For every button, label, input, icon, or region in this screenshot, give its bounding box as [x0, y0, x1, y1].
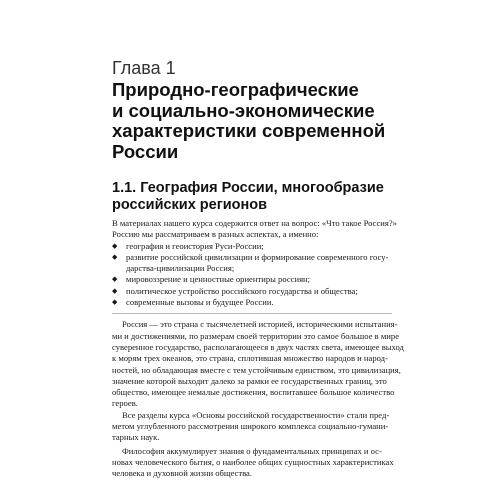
paragraph-line: метом углубленного рассмотрения широкого комплекса социально-гумани-: [112, 421, 389, 432]
list-item-text: политическое устройство российского государства и общества;: [126, 285, 358, 296]
top-rule: [112, 313, 392, 314]
box-line: Россия — это страна с тысячелетней историей, историческими испытания-: [122, 319, 398, 330]
box-line: героев.: [112, 398, 138, 409]
chapter-title-line: Природно-географические: [112, 79, 359, 100]
chapter-title-line: России: [112, 140, 179, 162]
section-title-line: 1.1. География России, многообразие: [112, 180, 384, 196]
list-item-text: география и геоистория Руси-России;: [126, 240, 264, 251]
box-line: ностей, но обладающая вместе с тем устойчивым единством, это цивилизация,: [112, 364, 401, 375]
box-line: ми и достижениями, по размерам своей территории это самое большое в мире: [112, 330, 400, 341]
list-item: [112, 274, 392, 285]
list-item: [112, 297, 392, 308]
list-item-text: мировоззрение и ценностные ориентиры россиян;: [126, 274, 311, 285]
diamond-bullet-icon: ◆: [112, 286, 118, 295]
diamond-bullet-icon: ◆: [112, 241, 118, 250]
box-line: общество, имеющее немалые достижения, воспитавшее большое количество: [112, 387, 395, 398]
body-text: [112, 218, 404, 480]
list-item-text: современные вызовы и будущее России.: [126, 297, 274, 308]
paragraph-line: Все разделы курса «Основы российской государственности» стали пред-: [122, 409, 390, 420]
chapter-title-line: характеристики современной: [112, 120, 386, 141]
list-item: [112, 241, 392, 252]
section-title: [112, 180, 452, 213]
paragraph-line: Философия аккумулирует знания о фундаментальных принципах и ос-: [122, 445, 382, 456]
list-item: [112, 252, 392, 263]
diamond-bullet-icon: ◆: [112, 298, 118, 307]
list-item-text: развитие российской цивилизации и формирование современного госу-: [126, 251, 389, 262]
box-line: к морям трех океанов, это страна, сплотившая множество народов и народ-: [112, 353, 388, 364]
chapter-title-line: и социально-экономические: [112, 99, 375, 121]
paragraph-line: человека и духовной жизни общества.: [112, 468, 253, 479]
paragraph-line: тарных наук.: [112, 432, 160, 443]
box-line: значение которой выходит далеко за рамки ее государственных границ, это: [112, 375, 387, 386]
chapter-label: Глава 1: [112, 58, 176, 78]
diamond-bullet-icon: ◆: [112, 275, 118, 284]
paragraph-line: новах человеческого бытия, о наиболее общих сущностных характеристиках: [112, 456, 394, 467]
intro-line: Россию мы рассматриваем в разных аспектах, а именно:: [112, 229, 319, 240]
chapter-title: [112, 80, 452, 162]
box-line: суверенное государство, располагающееся в двух частях света, имеющее выход: [112, 341, 404, 352]
section-title-line: российских регионов: [112, 196, 268, 213]
intro-line: В материалах нашего курса содержится ответ на вопрос: «Что такое Россия?»: [112, 218, 397, 228]
list-item-continuation: дарства-цивилизации Россия;: [126, 263, 235, 274]
list-item: [112, 286, 392, 297]
diamond-bullet-icon: ◆: [112, 252, 118, 261]
